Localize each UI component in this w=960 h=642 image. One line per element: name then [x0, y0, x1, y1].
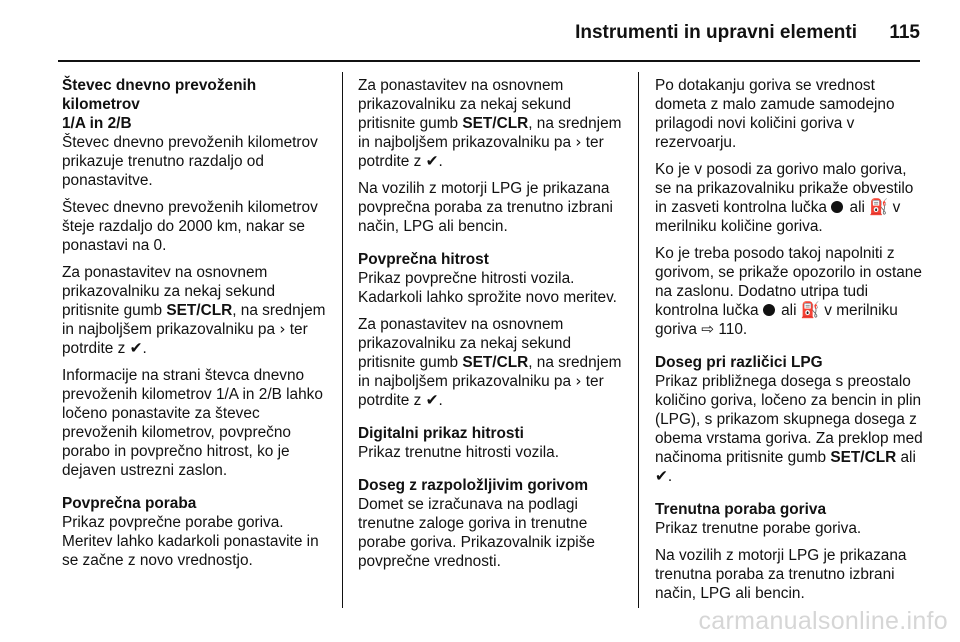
column-1	[62, 76, 332, 578]
reference-arrow-icon: ⇨	[701, 320, 715, 338]
section-heading-instant-consumption: Trenutna poraba goriva	[655, 501, 827, 518]
page-header	[0, 0, 960, 70]
arrow-icon: ›	[279, 320, 286, 338]
arrow-icon: ›	[575, 372, 582, 390]
fuel-warning-lamp-icon	[831, 201, 843, 213]
column-divider-1	[342, 72, 343, 608]
section-heading-average-speed: Povprečna hitrost	[358, 251, 489, 268]
paragraph: Za ponastavitev na osnovnem prikazovalniku za nekaj sekund pritisnite gumb SET/CLR, na srednjem in najboljšem prikazovalniku pa › ter potrdite z ✔.	[62, 264, 326, 357]
paragraph: Prikaz približnega dosega s preostalo količino goriva, ločeno za bencin in plin (LPG), s prikazom skupnega dosega z obema vrstama goriva. Za preklop med načinoma pritisnite gumb SET/CLR ali ✔.	[655, 373, 923, 485]
paragraph: Prikaz povprečne hitrosti vozila. Kadarkoli lahko sprožite novo meritev.	[358, 270, 617, 306]
page-title: Instrumenti in upravni elementi	[575, 22, 857, 43]
paragraph: Na vozilih z motorji LPG je prikazana povprečna poraba za trenutno izbrani način, LPG ali bencin.	[358, 180, 613, 235]
fuel-warning-lamp-icon	[763, 304, 775, 316]
paragraph: Na vozilih z motorji LPG je prikazana trenutna poraba za trenutno izbrani način, LPG ali bencin.	[655, 547, 907, 602]
paragraph: Ko je treba posodo takoj napolniti z gorivom, se prikaže opozorilo in ostane na zaslonu. Dodatno utripa tudi kontrolna lučka ali ⛽ v merilniku goriva ⇨ 110.	[655, 245, 922, 338]
check-icon: ✔	[425, 391, 439, 409]
section-heading-range: Doseg z razpoložljivim gorivom	[358, 477, 589, 494]
column-2	[358, 76, 626, 579]
paragraph: Prikaz povprečne porabe goriva. Meritev lahko kadarkoli ponastavite in se začne z novo vrednostjo.	[62, 514, 319, 569]
paragraph: Za ponastavitev na osnovnem prikazovalniku za nekaj sekund pritisnite gumb SET/CLR, na srednjem in najboljšem prikazovalniku pa › ter potrdite z ✔.	[358, 316, 622, 409]
check-icon: ✔	[655, 467, 668, 485]
paragraph: Števec dnevno prevoženih kilometrov šteje razdaljo do 2000 km, nakar se ponastavi na 0.	[62, 199, 318, 254]
paragraph: Prikaz trenutne porabe goriva.	[655, 520, 862, 537]
column-divider-2	[638, 72, 639, 608]
paragraph: Domet se izračunava na podlagi trenutne zaloge goriva in trenutne porabe goriva. Prikazovalnik izpiše povprečne vrednosti.	[358, 496, 595, 570]
paragraph: Za ponastavitev na osnovnem prikazovalniku za nekaj sekund pritisnite gumb SET/CLR, na srednjem in najboljšem prikazovalniku pa › ter potrdite z ✔.	[358, 77, 622, 170]
paragraph: Ko je v posodi za gorivo malo goriva, se na prikazovalniku prikaže obvestilo in zasveti kontrolna lučka ali ⛽ v merilniku količine goriva.	[655, 161, 914, 235]
fuel-pump-icon: ⛽	[800, 301, 820, 319]
page-reference-link[interactable]: 110.	[718, 321, 748, 338]
section-heading-average-consumption: Povprečna poraba	[62, 495, 197, 512]
paragraph: Števec dnevno prevoženih kilometrov prikazuje trenutno razdaljo od ponastavitve.	[62, 134, 318, 189]
watermark: carmanualsonline.info	[698, 607, 948, 635]
arrow-icon: ›	[575, 133, 582, 151]
check-icon: ✔	[129, 339, 143, 357]
section-heading-trip-odometer: Števec dnevno prevoženih kilometrov 1/A in 2/B	[62, 77, 257, 132]
section-heading-digital-speed: Digitalni prikaz hitrosti	[358, 425, 524, 442]
column-3	[655, 76, 927, 611]
paragraph: Prikaz trenutne hitrosti vozila.	[358, 444, 560, 461]
section-heading-lpg-range: Doseg pri različici LPG	[655, 354, 823, 371]
fuel-pump-icon: ⛽	[869, 198, 889, 216]
page-number: 115	[889, 22, 920, 43]
check-icon: ✔	[425, 152, 439, 170]
paragraph: Informacije na strani števca dnevno prevoženih kilometrov 1/A in 2/B lahko ločeno ponastavite za števec prevoženih kilometrov, povprečno porabo in povprečno hitrost, ko je dejaven ustrezni zaslon.	[62, 367, 323, 479]
paragraph: Po dotakanju goriva se vrednost dometa z malo zamude samodejno prilagodi novi količini goriva v rezervoarju.	[655, 77, 895, 151]
header-divider	[58, 60, 920, 62]
